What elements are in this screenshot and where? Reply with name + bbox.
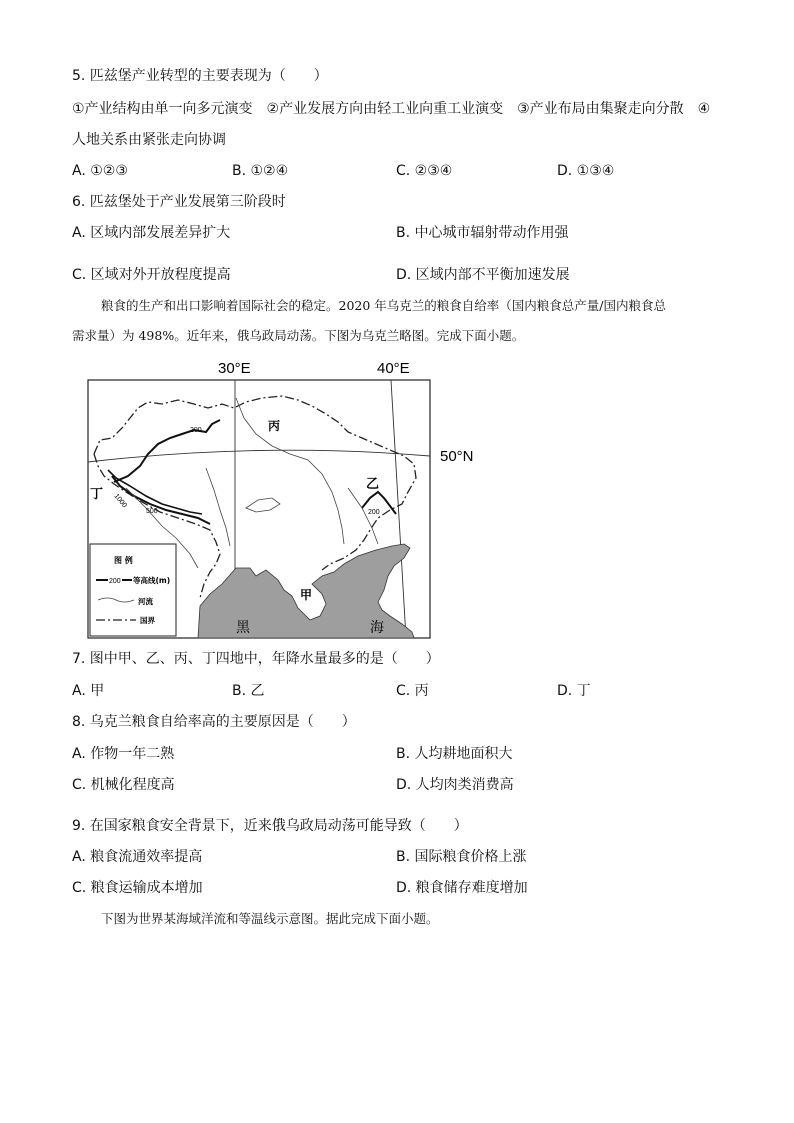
legend-contour-value: 200 [109, 578, 121, 585]
q6-stem: 6. 匹兹堡处于产业发展第三阶段时 [72, 194, 286, 210]
place-bing: 丙 [268, 419, 281, 433]
lon-30-label: 30°E [218, 360, 251, 377]
contour-label-200a: 200 [190, 427, 202, 434]
q5-statements-line2: 人地关系由紧张走向协调 [72, 132, 226, 148]
q8-option-b: B. 人均耕地面积大 [396, 746, 513, 762]
q5-option-b: B. ①②④ [232, 163, 289, 179]
legend-river-label: 河流 [138, 597, 153, 606]
q7-stem: 7. 图中甲、乙、丙、丁四地中，年降水量最多的是（ ） [72, 651, 440, 667]
q9-option-b: B. 国际粮食价格上涨 [396, 849, 527, 865]
q7-option-b: B. 乙 [232, 683, 265, 699]
contour-label-500: 500 [146, 508, 158, 515]
q9-option-a: A. 粮食流通效率提高 [72, 849, 203, 865]
q8-option-d: D. 人均肉类消费高 [396, 777, 514, 793]
q6-option-b: B. 中心城市辐射带动作用强 [396, 225, 569, 241]
lon-40-label: 40°E [377, 360, 410, 377]
map-legend [90, 544, 176, 636]
legend-title: 图 例 [114, 556, 133, 565]
q7-option-a: A. 甲 [72, 683, 105, 699]
material-intro-line1: 粮食的生产和出口影响着国际社会的稳定。2020 年乌克兰的粮食自给率（国内粮食总产量/国内粮食总 [101, 298, 666, 313]
legend-contour-label: 等高线(m) [133, 576, 171, 585]
q7-option-c: C. 丙 [396, 683, 429, 699]
place-ding: 丁 [90, 487, 104, 502]
q8-option-c: C. 机械化程度高 [72, 777, 175, 793]
contour-label-200b: 200 [368, 509, 380, 516]
q9-option-c: C. 粮食运输成本增加 [72, 880, 203, 896]
q8-option-a: A. 作物一年二熟 [72, 746, 175, 762]
lat-50-label: 50°N [440, 448, 474, 465]
q9-stem: 9. 在国家粮食安全背景下，近来俄乌政局动荡可能导致（ ） [72, 818, 468, 834]
q7-option-d: D. 丁 [557, 683, 591, 699]
q5-option-d: D. ①③④ [557, 163, 615, 179]
q5-option-c: C. ②③④ [396, 163, 453, 179]
q9-option-d: D. 粮食储存难度增加 [396, 880, 528, 896]
legend-border-label: 国界 [140, 616, 155, 625]
material-intro-ocean: 下图为世界某海域洋流和等温线示意图。据此完成下面小题。 [101, 911, 439, 926]
sea-label-hei: 黑 [236, 620, 250, 636]
q8-stem: 8. 乌克兰粮食自给率高的主要原因是（ ） [72, 714, 356, 730]
q5-statements-line1: ①产业结构由单一向多元演变 ②产业发展方向由轻工业向重工业演变 ③产业布局由集聚走向分散 ④ [72, 101, 711, 117]
material-intro-line2: 需求量）为 498%。近年来，俄乌政局动荡。下图为乌克兰略图。完成下面小题。 [72, 328, 525, 343]
q5-option-a: A. ①②③ [72, 163, 128, 179]
ukraine-map [86, 358, 481, 640]
q6-option-c: C. 区域对外开放程度提高 [72, 267, 231, 283]
q6-option-d: D. 区域内部不平衡加速发展 [396, 267, 570, 283]
place-yi: 乙 [366, 477, 380, 492]
place-jia: 甲 [300, 588, 313, 602]
q5-stem: 5. 匹兹堡产业转型的主要表现为（ ） [72, 68, 328, 84]
contour-label-1000: 1000 [112, 492, 128, 510]
q6-option-a: A. 区域内部发展差异扩大 [72, 225, 231, 241]
sea-label-hai: 海 [370, 620, 384, 636]
